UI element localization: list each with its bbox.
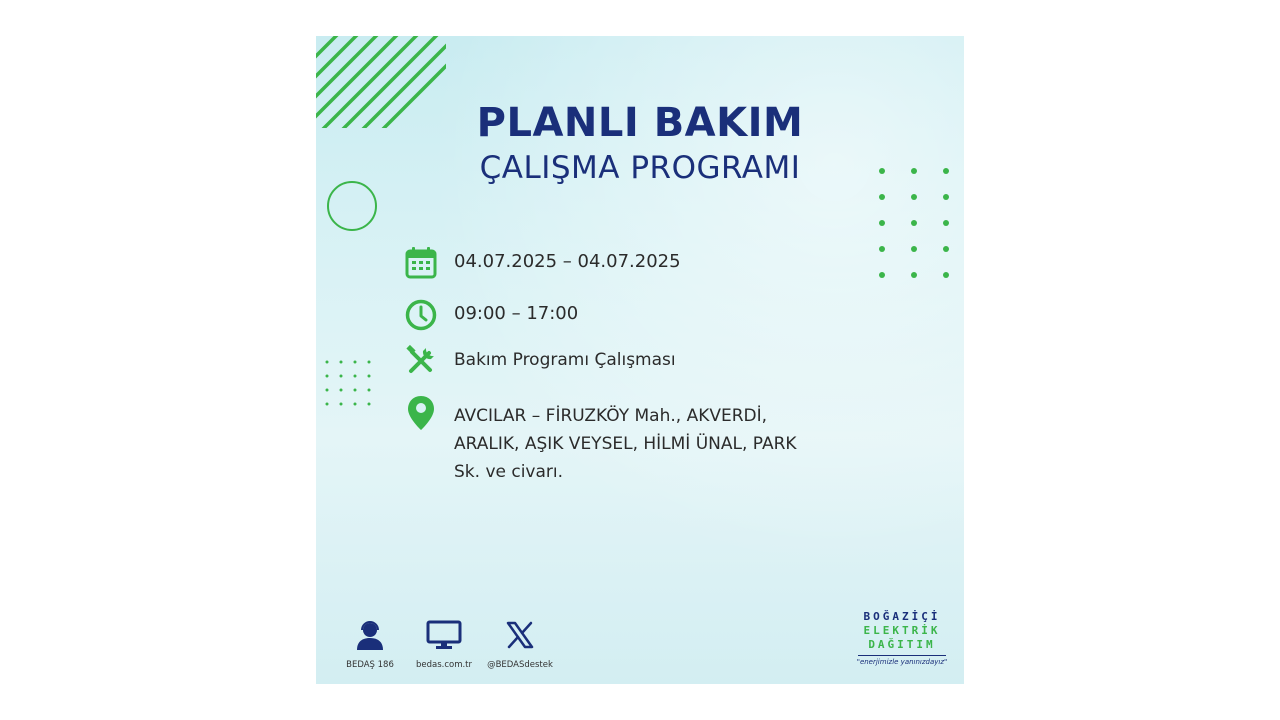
small-dot-grid-decoration [325,358,371,410]
time-row [404,298,578,332]
work-type-row [404,344,676,378]
company-logo [852,610,952,666]
x-logo-icon [505,620,535,650]
date-range: 04.07.2025 – 04.07.2025 [454,251,681,272]
logo-divider [858,655,946,656]
calendar-icon [404,246,438,280]
social-item[interactable] [475,620,565,670]
main-title: PLANLI BAKIM [476,100,804,146]
subtitle: ÇALIŞMA PROGRAMI [479,150,801,186]
logo-line-2: ELEKTRİK [863,624,941,637]
map-pin-icon [404,394,438,432]
circle-decoration [326,180,378,232]
logo-line-3: DAĞITIM [868,638,936,651]
logo-line-1: BOĞAZİÇİ [863,610,941,623]
logo-slogan: "enerjimizle yanınızdayız" [856,658,948,666]
time-range: 09:00 – 17:00 [454,303,579,324]
date-row [404,246,681,280]
website-label: bedas.com.tr [415,660,473,670]
work-type: Bakım Programı Çalışması [454,350,676,370]
location-text: AVCILAR – FİRUZKÖY Mah., AKVERDİ, ARALIK, AŞIK VEYSEL, HİLMİ ÜNAL, PARK Sk. ve civarı. [454,406,797,482]
tools-icon [404,344,438,378]
monitor-icon [426,620,462,650]
social-label: @BEDASdestek [487,660,553,670]
clock-icon [404,298,438,332]
announcement-card [316,36,964,684]
phone-label: BEDAŞ 186 [346,660,394,670]
call-center-icon [353,620,387,650]
location-row [404,394,814,486]
